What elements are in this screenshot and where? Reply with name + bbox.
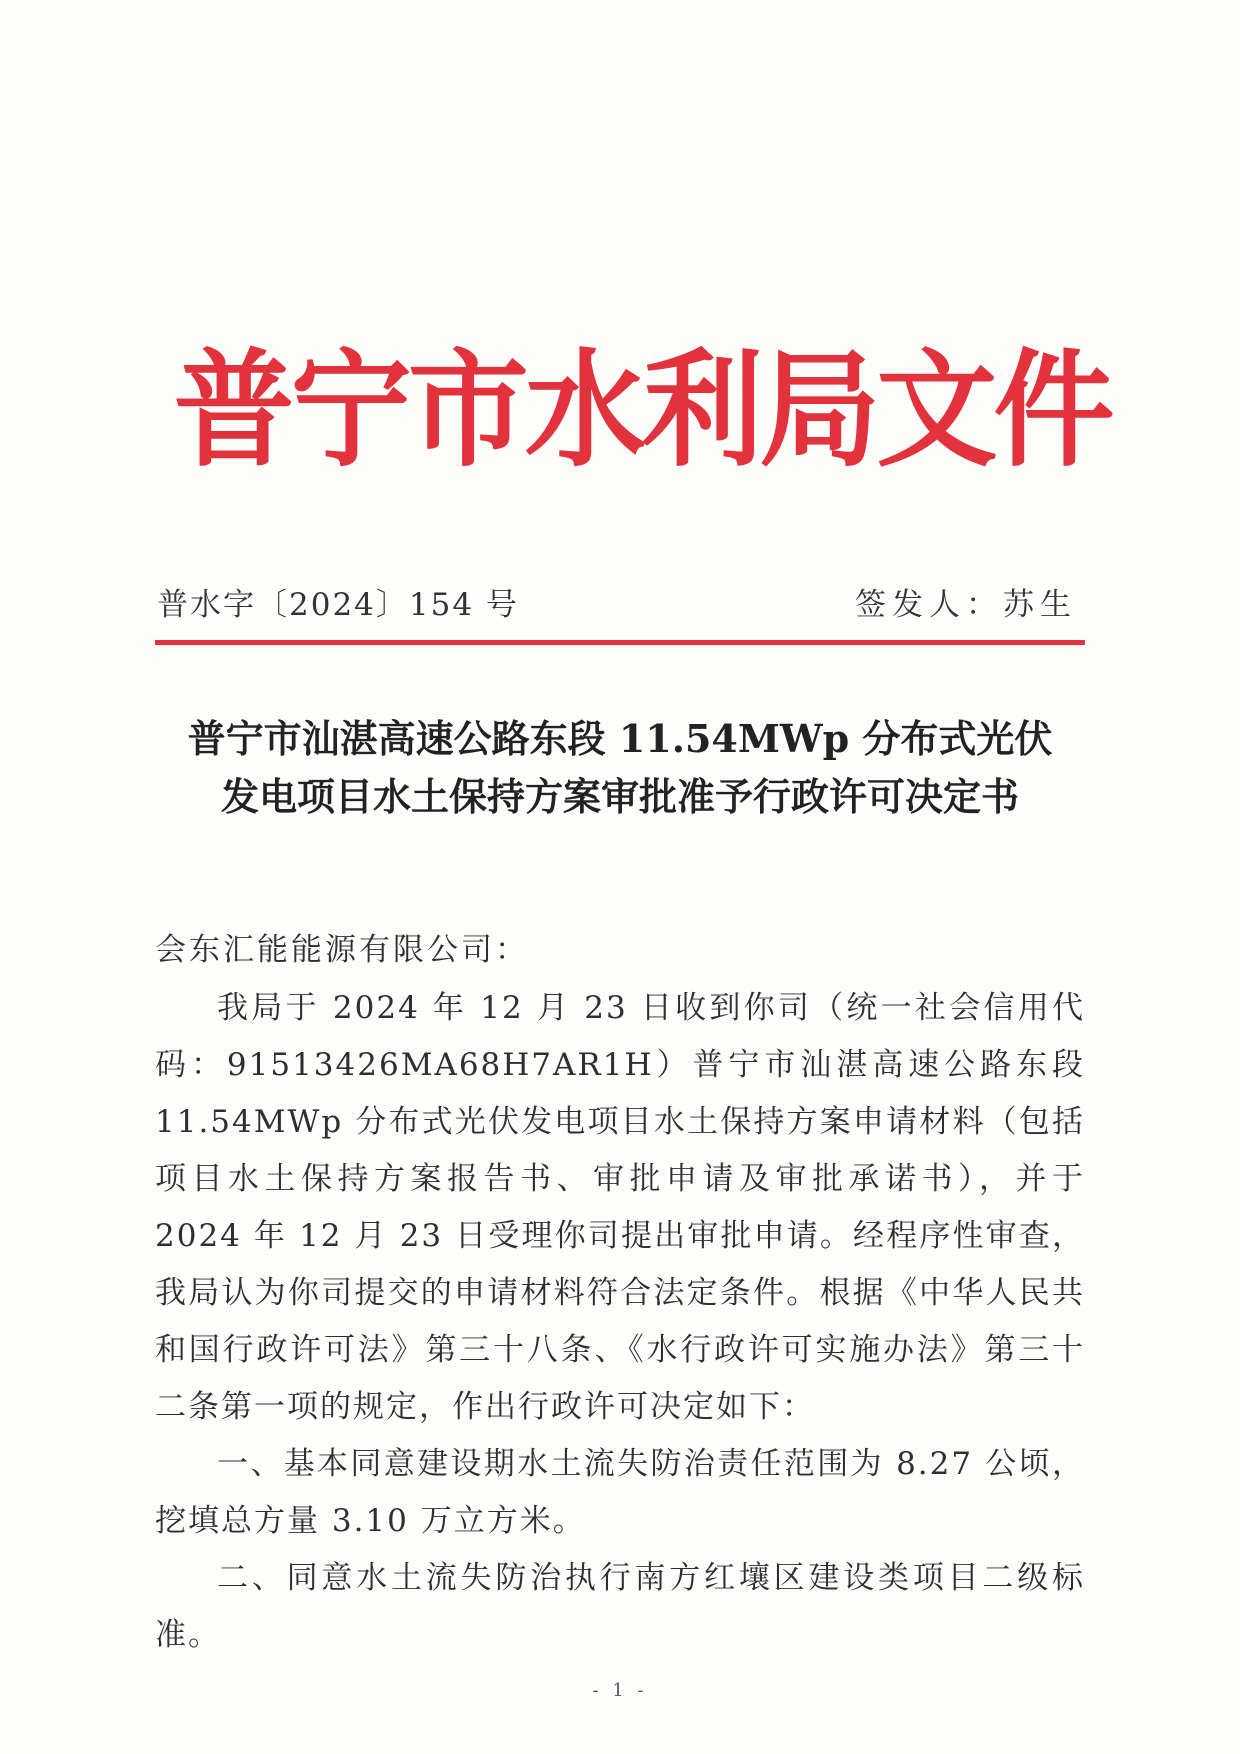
body-text [155,980,1085,1664]
title-line-1: 普宁市汕湛高速公路东段 11.54MWp 分布式光伏 [187,716,1053,761]
document-info-row [155,580,1085,630]
paragraph-main: 我局于 2024 年 12 月 23 日收到你司（统一社会信用代码：91513426MA68H7AR1H）普宁市汕湛高速公路东段 11.54MWp 分布式光伏发电项目水土保持方案申请材料（包括项目水土保持方案报告书、审批申请及审批承诺书），并于 2024 年 12 月 23 日受理你司提出审批申请。经程序性审查，我局认为你司提交的申请材料符合法定条件。根据《中华人民共和国行政许可法》第三十八条、《水行政许可实施办法》第三十二条第一项的规定，作出行政许可决定如下： [155,990,1085,1425]
addressee: 会东汇能能源有限公司： [155,932,529,968]
masthead-title: 普宁市水利局文件 [173,336,1111,484]
red-divider-line [155,640,1085,645]
document-title [155,710,1085,826]
page-number: - 1 - [592,1680,648,1701]
title-line-2: 发电项目水土保持方案审批准予行政许可决定书 [220,774,1019,819]
paragraph-item-1: 一、基本同意建设期水土流失防治责任范围为 8.27 公顷，挖填总方量 3.10 万立方米。 [155,1446,1085,1539]
document-number: 普水字〔2024〕154 号 [157,587,519,623]
signer: 签发人：苏生 [855,587,1077,623]
paragraph-item-2: 二、同意水土流失防治执行南方红壤区建设类项目二级标准。 [155,1560,1085,1653]
